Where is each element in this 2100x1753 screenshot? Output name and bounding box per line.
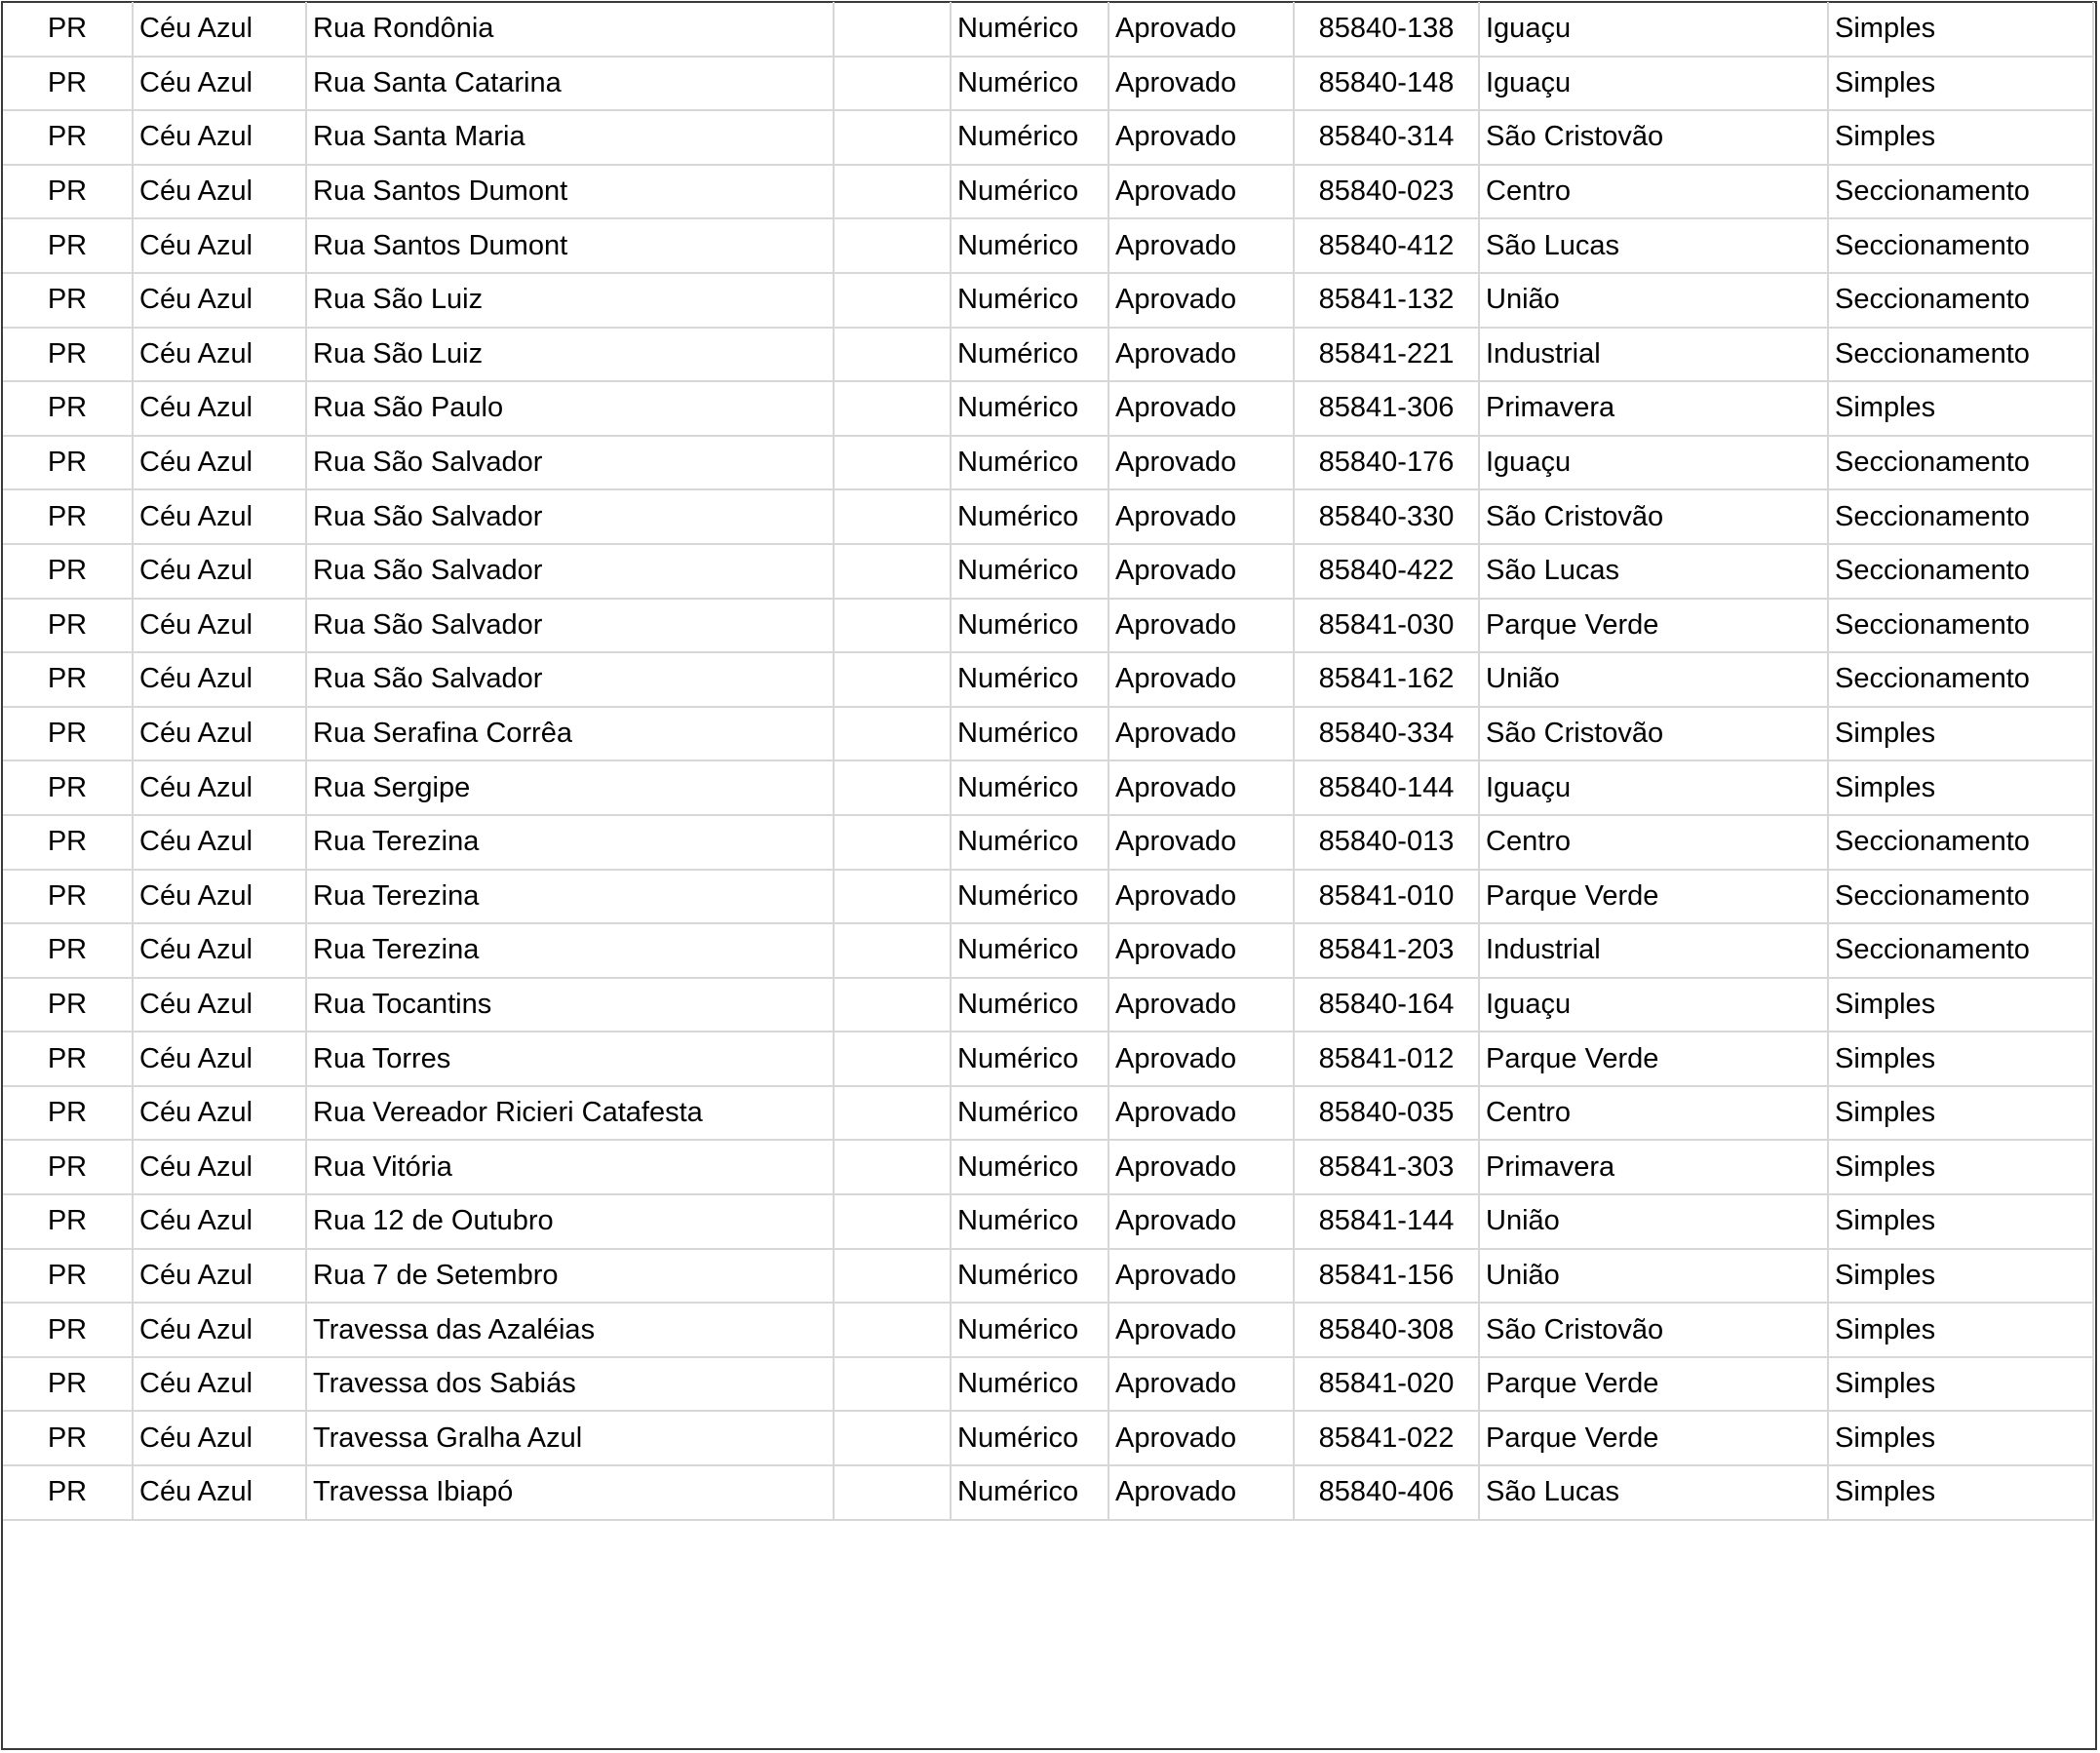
cell-logradouro: Rua São Luiz bbox=[306, 273, 834, 328]
cell-cep: 85841-132 bbox=[1294, 273, 1479, 328]
cell-status: Aprovado bbox=[1108, 218, 1294, 273]
cell-status: Aprovado bbox=[1108, 1411, 1294, 1465]
cell-uf: PR bbox=[3, 707, 133, 761]
table-row bbox=[3, 1249, 2093, 1304]
cell-classe: Simples bbox=[1828, 1357, 2093, 1412]
cell-status: Aprovado bbox=[1108, 760, 1294, 815]
cell-cidade: Céu Azul bbox=[133, 57, 306, 111]
cell-status: Aprovado bbox=[1108, 599, 1294, 653]
cell-logradouro: Rua Tocantins bbox=[306, 978, 834, 1032]
cell-bairro: São Cristovão bbox=[1479, 110, 1828, 165]
cell-logradouro: Rua Rondônia bbox=[306, 2, 834, 57]
cell-uf: PR bbox=[3, 599, 133, 653]
cell-logradouro: Rua São Paulo bbox=[306, 381, 834, 436]
table-row bbox=[3, 923, 2093, 978]
table-row bbox=[3, 110, 2093, 165]
cell-tipo: Numérico bbox=[951, 1032, 1108, 1086]
cell-classe: Seccionamento bbox=[1828, 652, 2093, 707]
cell-cep: 85841-162 bbox=[1294, 652, 1479, 707]
cell-cidade: Céu Azul bbox=[133, 1032, 306, 1086]
table-row bbox=[3, 328, 2093, 382]
cell-uf: PR bbox=[3, 328, 133, 382]
cell-bairro: União bbox=[1479, 273, 1828, 328]
cell-logradouro: Travessa Gralha Azul bbox=[306, 1411, 834, 1465]
cell-cidade: Céu Azul bbox=[133, 1465, 306, 1520]
cell-cidade: Céu Azul bbox=[133, 1411, 306, 1465]
cell-bairro: São Cristovão bbox=[1479, 707, 1828, 761]
cell-cep: 85840-334 bbox=[1294, 707, 1479, 761]
cell-tipo: Numérico bbox=[951, 544, 1108, 599]
cell-cep: 85841-156 bbox=[1294, 1249, 1479, 1304]
cell-bairro: São Lucas bbox=[1479, 218, 1828, 273]
table-row bbox=[3, 273, 2093, 328]
cell-complemento bbox=[834, 165, 951, 219]
cell-cep: 85841-030 bbox=[1294, 599, 1479, 653]
cell-uf: PR bbox=[3, 273, 133, 328]
cell-cidade: Céu Azul bbox=[133, 2, 306, 57]
cell-status: Aprovado bbox=[1108, 1032, 1294, 1086]
cell-classe: Simples bbox=[1828, 760, 2093, 815]
cell-tipo: Numérico bbox=[951, 1303, 1108, 1357]
cell-uf: PR bbox=[3, 381, 133, 436]
cell-complemento bbox=[834, 1465, 951, 1520]
cell-uf: PR bbox=[3, 760, 133, 815]
cell-status: Aprovado bbox=[1108, 57, 1294, 111]
cell-cep: 85840-148 bbox=[1294, 57, 1479, 111]
cell-cidade: Céu Azul bbox=[133, 652, 306, 707]
cell-logradouro: Travessa dos Sabiás bbox=[306, 1357, 834, 1412]
cell-uf: PR bbox=[3, 218, 133, 273]
cell-bairro: União bbox=[1479, 652, 1828, 707]
cell-cep: 85840-314 bbox=[1294, 110, 1479, 165]
cell-uf: PR bbox=[3, 923, 133, 978]
cell-classe: Simples bbox=[1828, 1086, 2093, 1141]
cell-logradouro: Rua Santos Dumont bbox=[306, 165, 834, 219]
cell-cidade: Céu Azul bbox=[133, 1357, 306, 1412]
cell-complemento bbox=[834, 978, 951, 1032]
cell-logradouro: Rua Torres bbox=[306, 1032, 834, 1086]
cell-uf: PR bbox=[3, 110, 133, 165]
cell-complemento bbox=[834, 1032, 951, 1086]
cell-bairro: Parque Verde bbox=[1479, 1357, 1828, 1412]
cell-logradouro: Travessa Ibiapó bbox=[306, 1465, 834, 1520]
cell-logradouro: Rua Vitória bbox=[306, 1140, 834, 1194]
cell-cep: 85840-412 bbox=[1294, 218, 1479, 273]
cell-status: Aprovado bbox=[1108, 1086, 1294, 1141]
cell-classe: Seccionamento bbox=[1828, 436, 2093, 490]
cell-uf: PR bbox=[3, 870, 133, 924]
table-body bbox=[3, 2, 2093, 1520]
cell-bairro: Industrial bbox=[1479, 328, 1828, 382]
table-row bbox=[3, 1465, 2093, 1520]
cell-uf: PR bbox=[3, 978, 133, 1032]
table-row bbox=[3, 218, 2093, 273]
cell-tipo: Numérico bbox=[951, 760, 1108, 815]
cell-classe: Seccionamento bbox=[1828, 328, 2093, 382]
address-table bbox=[3, 2, 2094, 1521]
cell-logradouro: Rua São Salvador bbox=[306, 544, 834, 599]
cell-tipo: Numérico bbox=[951, 1465, 1108, 1520]
table-row bbox=[3, 165, 2093, 219]
cell-status: Aprovado bbox=[1108, 544, 1294, 599]
cell-tipo: Numérico bbox=[951, 1249, 1108, 1304]
cell-cidade: Céu Azul bbox=[133, 544, 306, 599]
cell-status: Aprovado bbox=[1108, 815, 1294, 870]
cell-status: Aprovado bbox=[1108, 1249, 1294, 1304]
cell-cidade: Céu Azul bbox=[133, 1140, 306, 1194]
cell-cidade: Céu Azul bbox=[133, 218, 306, 273]
cell-status: Aprovado bbox=[1108, 870, 1294, 924]
cell-tipo: Numérico bbox=[951, 923, 1108, 978]
cell-logradouro: Rua São Salvador bbox=[306, 489, 834, 544]
cell-tipo: Numérico bbox=[951, 381, 1108, 436]
cell-cidade: Céu Azul bbox=[133, 707, 306, 761]
cell-cidade: Céu Azul bbox=[133, 923, 306, 978]
cell-bairro: União bbox=[1479, 1194, 1828, 1249]
cell-cep: 85841-221 bbox=[1294, 328, 1479, 382]
cell-uf: PR bbox=[3, 1303, 133, 1357]
cell-classe: Simples bbox=[1828, 2, 2093, 57]
cell-tipo: Numérico bbox=[951, 110, 1108, 165]
cell-bairro: São Cristovão bbox=[1479, 489, 1828, 544]
cell-tipo: Numérico bbox=[951, 815, 1108, 870]
cell-bairro: Iguaçu bbox=[1479, 760, 1828, 815]
cell-cidade: Céu Azul bbox=[133, 1194, 306, 1249]
cell-bairro: Primavera bbox=[1479, 1140, 1828, 1194]
cell-cep: 85840-308 bbox=[1294, 1303, 1479, 1357]
cell-tipo: Numérico bbox=[951, 1140, 1108, 1194]
cell-status: Aprovado bbox=[1108, 978, 1294, 1032]
cell-classe: Simples bbox=[1828, 381, 2093, 436]
cell-classe: Simples bbox=[1828, 978, 2093, 1032]
cell-cidade: Céu Azul bbox=[133, 328, 306, 382]
cell-bairro: Iguaçu bbox=[1479, 2, 1828, 57]
cell-uf: PR bbox=[3, 1140, 133, 1194]
cell-tipo: Numérico bbox=[951, 1411, 1108, 1465]
cell-tipo: Numérico bbox=[951, 273, 1108, 328]
cell-complemento bbox=[834, 2, 951, 57]
cell-classe: Seccionamento bbox=[1828, 273, 2093, 328]
cell-tipo: Numérico bbox=[951, 1086, 1108, 1141]
cell-classe: Simples bbox=[1828, 1411, 2093, 1465]
cell-complemento bbox=[834, 870, 951, 924]
cell-logradouro: Rua Santa Catarina bbox=[306, 57, 834, 111]
cell-bairro: Parque Verde bbox=[1479, 870, 1828, 924]
cell-tipo: Numérico bbox=[951, 436, 1108, 490]
cell-cep: 85841-010 bbox=[1294, 870, 1479, 924]
table-row bbox=[3, 2, 2093, 57]
cell-logradouro: Rua Santa Maria bbox=[306, 110, 834, 165]
cell-complemento bbox=[834, 1357, 951, 1412]
cell-logradouro: Rua São Salvador bbox=[306, 436, 834, 490]
cell-complemento bbox=[834, 110, 951, 165]
cell-logradouro: Rua Serafina Corrêa bbox=[306, 707, 834, 761]
table-row bbox=[3, 1194, 2093, 1249]
cell-complemento bbox=[834, 1249, 951, 1304]
table-row bbox=[3, 707, 2093, 761]
cell-complemento bbox=[834, 707, 951, 761]
cell-uf: PR bbox=[3, 815, 133, 870]
cell-tipo: Numérico bbox=[951, 165, 1108, 219]
cell-status: Aprovado bbox=[1108, 707, 1294, 761]
cell-bairro: Parque Verde bbox=[1479, 1411, 1828, 1465]
cell-status: Aprovado bbox=[1108, 328, 1294, 382]
cell-complemento bbox=[834, 599, 951, 653]
cell-tipo: Numérico bbox=[951, 1357, 1108, 1412]
cell-logradouro: Rua São Salvador bbox=[306, 652, 834, 707]
cell-classe: Seccionamento bbox=[1828, 870, 2093, 924]
cell-uf: PR bbox=[3, 1249, 133, 1304]
cell-uf: PR bbox=[3, 1194, 133, 1249]
cell-cep: 85840-138 bbox=[1294, 2, 1479, 57]
cell-uf: PR bbox=[3, 1465, 133, 1520]
cell-uf: PR bbox=[3, 1411, 133, 1465]
cell-classe: Seccionamento bbox=[1828, 923, 2093, 978]
cell-tipo: Numérico bbox=[951, 978, 1108, 1032]
cell-bairro: Industrial bbox=[1479, 923, 1828, 978]
cell-cidade: Céu Azul bbox=[133, 599, 306, 653]
cell-classe: Simples bbox=[1828, 1465, 2093, 1520]
cell-status: Aprovado bbox=[1108, 1140, 1294, 1194]
cell-classe: Simples bbox=[1828, 1140, 2093, 1194]
cell-tipo: Numérico bbox=[951, 218, 1108, 273]
table-row bbox=[3, 57, 2093, 111]
cell-tipo: Numérico bbox=[951, 2, 1108, 57]
cell-cep: 85841-144 bbox=[1294, 1194, 1479, 1249]
cell-uf: PR bbox=[3, 1357, 133, 1412]
cell-tipo: Numérico bbox=[951, 489, 1108, 544]
cell-cidade: Céu Azul bbox=[133, 760, 306, 815]
cell-cep: 85840-406 bbox=[1294, 1465, 1479, 1520]
table-row bbox=[3, 436, 2093, 490]
cell-cep: 85840-023 bbox=[1294, 165, 1479, 219]
cell-status: Aprovado bbox=[1108, 381, 1294, 436]
cell-classe: Simples bbox=[1828, 707, 2093, 761]
cell-tipo: Numérico bbox=[951, 57, 1108, 111]
cell-classe: Simples bbox=[1828, 1032, 2093, 1086]
cell-complemento bbox=[834, 218, 951, 273]
cell-tipo: Numérico bbox=[951, 652, 1108, 707]
cell-status: Aprovado bbox=[1108, 1357, 1294, 1412]
table-row bbox=[3, 652, 2093, 707]
cell-uf: PR bbox=[3, 489, 133, 544]
cell-status: Aprovado bbox=[1108, 923, 1294, 978]
table-row bbox=[3, 544, 2093, 599]
table-row bbox=[3, 1140, 2093, 1194]
cell-bairro: Primavera bbox=[1479, 381, 1828, 436]
cell-tipo: Numérico bbox=[951, 328, 1108, 382]
cell-cep: 85841-012 bbox=[1294, 1032, 1479, 1086]
cell-classe: Simples bbox=[1828, 1249, 2093, 1304]
cell-logradouro: Rua 7 de Setembro bbox=[306, 1249, 834, 1304]
cell-cep: 85841-303 bbox=[1294, 1140, 1479, 1194]
cell-logradouro: Rua Santos Dumont bbox=[306, 218, 834, 273]
table-row bbox=[3, 489, 2093, 544]
cell-status: Aprovado bbox=[1108, 165, 1294, 219]
cell-cidade: Céu Azul bbox=[133, 870, 306, 924]
table-row bbox=[3, 1032, 2093, 1086]
cell-status: Aprovado bbox=[1108, 436, 1294, 490]
cell-cep: 85840-164 bbox=[1294, 978, 1479, 1032]
cell-cep: 85840-176 bbox=[1294, 436, 1479, 490]
table-row bbox=[3, 1411, 2093, 1465]
cell-classe: Seccionamento bbox=[1828, 544, 2093, 599]
cell-complemento bbox=[834, 815, 951, 870]
cell-bairro: São Cristovão bbox=[1479, 1303, 1828, 1357]
cell-status: Aprovado bbox=[1108, 110, 1294, 165]
cell-status: Aprovado bbox=[1108, 1194, 1294, 1249]
cell-logradouro: Rua São Luiz bbox=[306, 328, 834, 382]
cell-bairro: Iguaçu bbox=[1479, 436, 1828, 490]
cell-cidade: Céu Azul bbox=[133, 1303, 306, 1357]
cell-cidade: Céu Azul bbox=[133, 978, 306, 1032]
cell-uf: PR bbox=[3, 1032, 133, 1086]
cell-complemento bbox=[834, 1411, 951, 1465]
cell-bairro: Centro bbox=[1479, 815, 1828, 870]
table-row bbox=[3, 760, 2093, 815]
cell-bairro: União bbox=[1479, 1249, 1828, 1304]
cell-uf: PR bbox=[3, 436, 133, 490]
table-row bbox=[3, 599, 2093, 653]
cell-status: Aprovado bbox=[1108, 2, 1294, 57]
cell-cidade: Céu Azul bbox=[133, 381, 306, 436]
cell-logradouro: Rua São Salvador bbox=[306, 599, 834, 653]
cell-uf: PR bbox=[3, 57, 133, 111]
cell-bairro: Centro bbox=[1479, 1086, 1828, 1141]
cell-cep: 85841-203 bbox=[1294, 923, 1479, 978]
cell-complemento bbox=[834, 436, 951, 490]
cell-classe: Seccionamento bbox=[1828, 218, 2093, 273]
cell-bairro: Iguaçu bbox=[1479, 57, 1828, 111]
cell-complemento bbox=[834, 652, 951, 707]
cell-complemento bbox=[834, 1140, 951, 1194]
table-row bbox=[3, 815, 2093, 870]
cell-bairro: Iguaçu bbox=[1479, 978, 1828, 1032]
cell-complemento bbox=[834, 544, 951, 599]
cell-cidade: Céu Azul bbox=[133, 815, 306, 870]
cell-classe: Simples bbox=[1828, 57, 2093, 111]
cell-logradouro: Travessa das Azaléias bbox=[306, 1303, 834, 1357]
cell-bairro: Centro bbox=[1479, 165, 1828, 219]
cell-logradouro: Rua 12 de Outubro bbox=[306, 1194, 834, 1249]
cell-classe: Seccionamento bbox=[1828, 165, 2093, 219]
cell-logradouro: Rua Sergipe bbox=[306, 760, 834, 815]
cell-cidade: Céu Azul bbox=[133, 1086, 306, 1141]
cell-cep: 85840-144 bbox=[1294, 760, 1479, 815]
table-row bbox=[3, 1357, 2093, 1412]
cell-cep: 85841-022 bbox=[1294, 1411, 1479, 1465]
cell-complemento bbox=[834, 923, 951, 978]
cell-status: Aprovado bbox=[1108, 1465, 1294, 1520]
cell-bairro: Parque Verde bbox=[1479, 599, 1828, 653]
cell-cep: 85840-035 bbox=[1294, 1086, 1479, 1141]
cell-status: Aprovado bbox=[1108, 1303, 1294, 1357]
table-row bbox=[3, 1086, 2093, 1141]
cell-bairro: Parque Verde bbox=[1479, 1032, 1828, 1086]
cell-cidade: Céu Azul bbox=[133, 1249, 306, 1304]
cell-classe: Simples bbox=[1828, 1303, 2093, 1357]
cell-complemento bbox=[834, 273, 951, 328]
cell-cidade: Céu Azul bbox=[133, 165, 306, 219]
cell-logradouro: Rua Terezina bbox=[306, 870, 834, 924]
cell-complemento bbox=[834, 1086, 951, 1141]
cell-cidade: Céu Azul bbox=[133, 489, 306, 544]
cell-logradouro: Rua Terezina bbox=[306, 923, 834, 978]
cell-complemento bbox=[834, 1194, 951, 1249]
cell-cidade: Céu Azul bbox=[133, 436, 306, 490]
cell-uf: PR bbox=[3, 652, 133, 707]
cell-status: Aprovado bbox=[1108, 489, 1294, 544]
cell-cep: 85840-013 bbox=[1294, 815, 1479, 870]
table-row bbox=[3, 978, 2093, 1032]
cell-classe: Seccionamento bbox=[1828, 599, 2093, 653]
cell-complemento bbox=[834, 760, 951, 815]
cell-classe: Simples bbox=[1828, 110, 2093, 165]
cell-classe: Seccionamento bbox=[1828, 815, 2093, 870]
cell-cidade: Céu Azul bbox=[133, 110, 306, 165]
cell-status: Aprovado bbox=[1108, 273, 1294, 328]
table-row bbox=[3, 381, 2093, 436]
cell-bairro: São Lucas bbox=[1479, 544, 1828, 599]
cell-cep: 85841-306 bbox=[1294, 381, 1479, 436]
cell-logradouro: Rua Terezina bbox=[306, 815, 834, 870]
cell-tipo: Numérico bbox=[951, 599, 1108, 653]
cell-uf: PR bbox=[3, 544, 133, 599]
cell-cep: 85840-330 bbox=[1294, 489, 1479, 544]
cell-tipo: Numérico bbox=[951, 707, 1108, 761]
cell-tipo: Numérico bbox=[951, 1194, 1108, 1249]
cell-bairro: São Lucas bbox=[1479, 1465, 1828, 1520]
cell-complemento bbox=[834, 328, 951, 382]
cell-uf: PR bbox=[3, 165, 133, 219]
table-row bbox=[3, 870, 2093, 924]
cell-uf: PR bbox=[3, 2, 133, 57]
cell-complemento bbox=[834, 1303, 951, 1357]
cell-cep: 85840-422 bbox=[1294, 544, 1479, 599]
cell-cep: 85841-020 bbox=[1294, 1357, 1479, 1412]
cell-classe: Simples bbox=[1828, 1194, 2093, 1249]
table-row bbox=[3, 1303, 2093, 1357]
cell-complemento bbox=[834, 381, 951, 436]
cell-status: Aprovado bbox=[1108, 652, 1294, 707]
cell-cidade: Céu Azul bbox=[133, 273, 306, 328]
cell-logradouro: Rua Vereador Ricieri Catafesta bbox=[306, 1086, 834, 1141]
cell-uf: PR bbox=[3, 1086, 133, 1141]
cell-complemento bbox=[834, 57, 951, 111]
cell-tipo: Numérico bbox=[951, 870, 1108, 924]
cell-classe: Seccionamento bbox=[1828, 489, 2093, 544]
cell-complemento bbox=[834, 489, 951, 544]
